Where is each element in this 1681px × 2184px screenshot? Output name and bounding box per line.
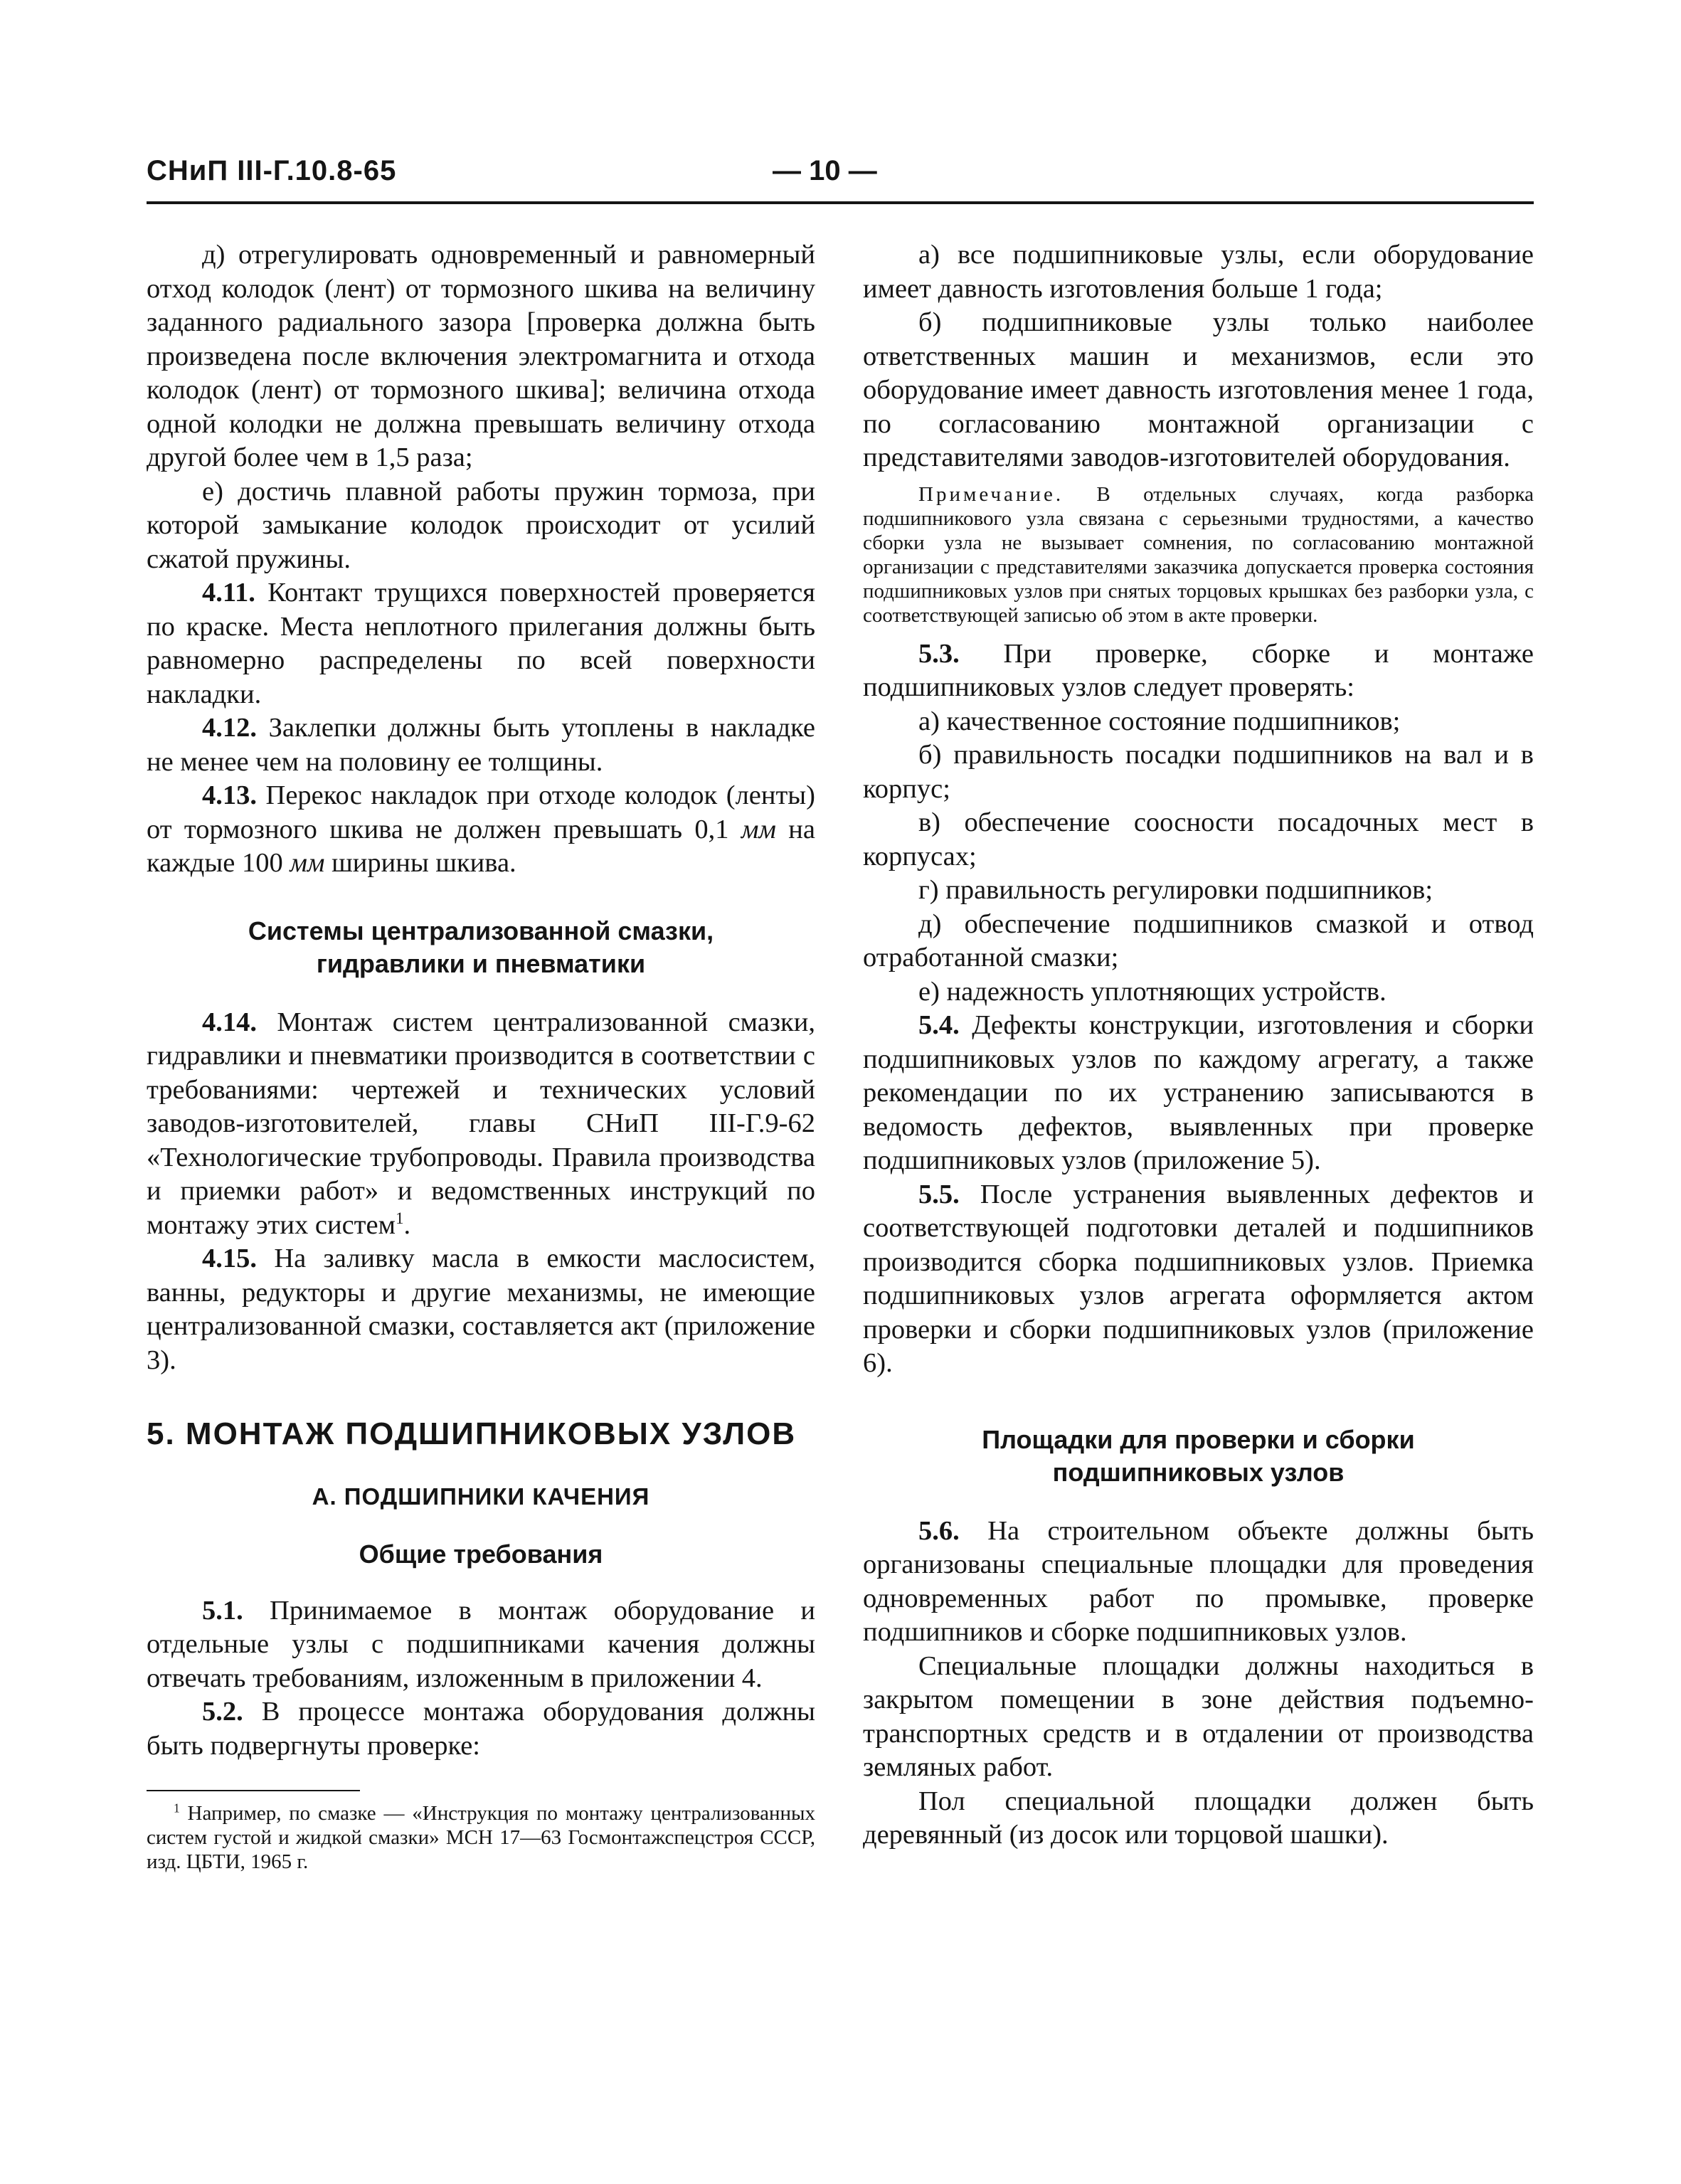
section-heading-systems: Системы централизованной смазки, гидравлики и пневматики <box>248 916 714 978</box>
clause-number: 5.1. <box>202 1595 243 1626</box>
document-code: СНиП III-Г.10.8-65 <box>147 155 397 186</box>
subsection-heading-a: А. ПОДШИПНИКИ КАЧЕНИЯ <box>312 1483 650 1510</box>
paragraph-4-10-e: е) достичь плавной работы пружин тормоза, при которой замыкание колодок происходит от усилий сжатой пружины. <box>147 476 815 574</box>
footnote-text: Например, по смазке — «Инструкция по монтажу централизованных систем густой и жидкой смазки» МСН 17—63 Госмонтажспецстроя СССР, изд. ЦБТИ, 1965 г. <box>147 1802 815 1873</box>
page-number: — 10 — <box>773 155 877 186</box>
clause-number: 4.14. <box>202 1007 257 1037</box>
paragraph-4-14 <box>147 1006 815 1243</box>
paragraph-4-13 <box>147 779 815 881</box>
paragraph-4-10-d: д) отрегулировать одновременный и равномерный отход колодок (лент) от тормозного шкива на величину заданного радиального зазора [проверка должна быть произведена после включения электромагнита и отхода колодок (лент) от тормозного шкива]; величина отхода одной колодки не должна превышать величину отхода другой более чем в 1,5 раза; <box>147 240 815 472</box>
clause-text: При проверке, сборке и монтаже подшипниковых узлов следует проверять: <box>863 638 1534 702</box>
paragraph-5-2-a: а) все подшипниковые узлы, если оборудование имеет давность изготовления больше 1 года; <box>863 240 1534 304</box>
footnote-divider <box>147 1790 360 1791</box>
page-header <box>147 155 1534 198</box>
paragraph-5-5 <box>863 1178 1534 1381</box>
clause-text: На строительном объекте должны быть организованы специальные площадки для проведения одновременных работ по промывке, проверке подшипников и сборке подшипниковых узлов. <box>863 1515 1534 1647</box>
paragraph-4-12 <box>147 711 815 779</box>
note-label: Примечание. <box>918 482 1064 506</box>
chapter-heading-5: 5. МОНТАЖ ПОДШИПНИКОВЫХ УЗЛОВ <box>147 1416 797 1451</box>
clause-text: Контакт трущихся поверхностей проверяется по краске. Места неплотного прилегания должны быть равномерно распределены по всей поверхности накладки. <box>147 578 815 709</box>
paragraph-4-15 <box>147 1242 815 1377</box>
check-item-e: е) надежность уплотняющих устройств. <box>918 976 1386 1007</box>
general-requirements-heading: Общие требования <box>359 1539 603 1569</box>
clause-text: На заливку масла в емкости маслосистем, ванны, редукторы и другие механизмы, не имеющие централизованной смазки, составляется акт (приложение 3). <box>147 1244 815 1375</box>
clause-number: 4.11. <box>202 578 255 608</box>
unit-mm: мм <box>290 848 325 878</box>
left-column <box>147 238 815 1874</box>
footnote <box>147 1801 815 1874</box>
clause-text: Монтаж систем централизованной смазки, гидравлики и пневматики производится в соответствии с требованиями: чертежей и технических условий заводов-изготовителей, главы СНиП III-Г.9-62 «Технологические трубопроводы. Правила производства и приемки работ» и ведомственных инструкций по монтажу этих систем <box>147 1007 815 1240</box>
clause-text: Перекос накладок при отходе колодок (ленты) от тормозного шкива не должен превышать 0,1 <box>147 780 815 844</box>
paragraph-5-2 <box>147 1695 815 1763</box>
footnote-ref: 1 <box>395 1208 404 1227</box>
paragraph-5-1 <box>147 1594 815 1696</box>
clause-text: В процессе монтажа оборудования должны быть подвергнуты проверке: <box>147 1697 815 1761</box>
check-item-g: г) правильность регулировки подшипников; <box>918 875 1433 905</box>
clause-text: . <box>403 1209 411 1240</box>
check-item-b: б) правильность посадки подшипников на вал и в корпус; <box>863 740 1534 804</box>
clause-text: После устранения выявленных дефектов и соответствующей подготовки деталей и подшипников производится сборка подшипниковых узлов. Приемка подшипниковых узлов агрегата оформляется актом проверки и сборки подшипниковых узлов (приложение 6). <box>863 1179 1534 1378</box>
clause-number: 5.5. <box>918 1179 960 1209</box>
check-item-d: д) обеспечение подшипников смазкой и отвод отработанной смазки; <box>863 908 1534 972</box>
paragraph-5-6-b: Специальные площадки должны находиться в закрытом помещении в зоне действия подъемно-транспортных средств и в отдалении от производства земляных работ. <box>863 1650 1534 1782</box>
paragraph-5-6-c: Пол специальной площадки должен быть деревянный (из досок или торцовой шашки). <box>863 1786 1534 1850</box>
clause-text: Заклепки должны быть утоплены в накладке не менее чем на половину ее толщины. <box>147 713 815 777</box>
footnote-mark: 1 <box>174 1801 180 1815</box>
check-item-v: в) обеспечение соосности посадочных мест в корпусах; <box>863 807 1534 871</box>
clause-text: Принимаемое в монтаж оборудование и отдельные узлы с подшипниками качения должны отвечать требованиям, изложенным в приложении 4. <box>147 1595 815 1693</box>
paragraph-5-6 <box>863 1515 1534 1650</box>
note-text: В отдельных случаях, когда разборка подшипникового узла связана с серьезными трудностями, а качество сборки узла не вызывает сомнения, по согласованию монтажной организации с представителями заказчика допускается проверка состояния подшипниковых узлов при снятых торцовых крышках без разборки узла, с соответствующей записью об этом в акте проверки. <box>863 482 1534 627</box>
clause-text: Дефекты конструкции, изготовления и сборки подшипниковых узлов по каждому агрегату, а также рекомендации по их устранению записываются в ведомость дефектов, выявленных при проверке подшипниковых узлов (приложение 5). <box>863 1010 1534 1175</box>
right-column <box>863 238 1534 1852</box>
clause-number: 5.4. <box>918 1010 960 1040</box>
clause-text: на каждые 100 <box>147 814 815 878</box>
clause-number: 4.13. <box>202 780 257 810</box>
unit-mm: мм <box>741 814 776 844</box>
note <box>863 482 1534 627</box>
clause-number: 5.6. <box>918 1515 960 1546</box>
clause-number: 4.15. <box>202 1244 257 1273</box>
check-item-a: а) качественное состояние подшипников; <box>918 706 1401 736</box>
clause-number: 5.2. <box>202 1697 243 1727</box>
paragraph-5-4 <box>863 1009 1534 1178</box>
clause-text: ширины шкива. <box>324 848 516 878</box>
section-heading-sites: Площадки для проверки и сборки подшипниковых узлов <box>982 1424 1415 1487</box>
paragraph-4-11 <box>147 576 815 711</box>
header-divider <box>147 201 1534 204</box>
clause-number: 4.12. <box>202 713 257 743</box>
paragraph-5-2-b: б) подшипниковые узлы только наиболее ответственных машин и механизмов, если это оборудование имеет давность изготовления менее 1 года, по согласованию монтажной организации с представителями заводов-изготовителей оборудования. <box>863 307 1534 472</box>
clause-number: 5.3. <box>918 638 960 669</box>
paragraph-5-3 <box>863 637 1534 705</box>
